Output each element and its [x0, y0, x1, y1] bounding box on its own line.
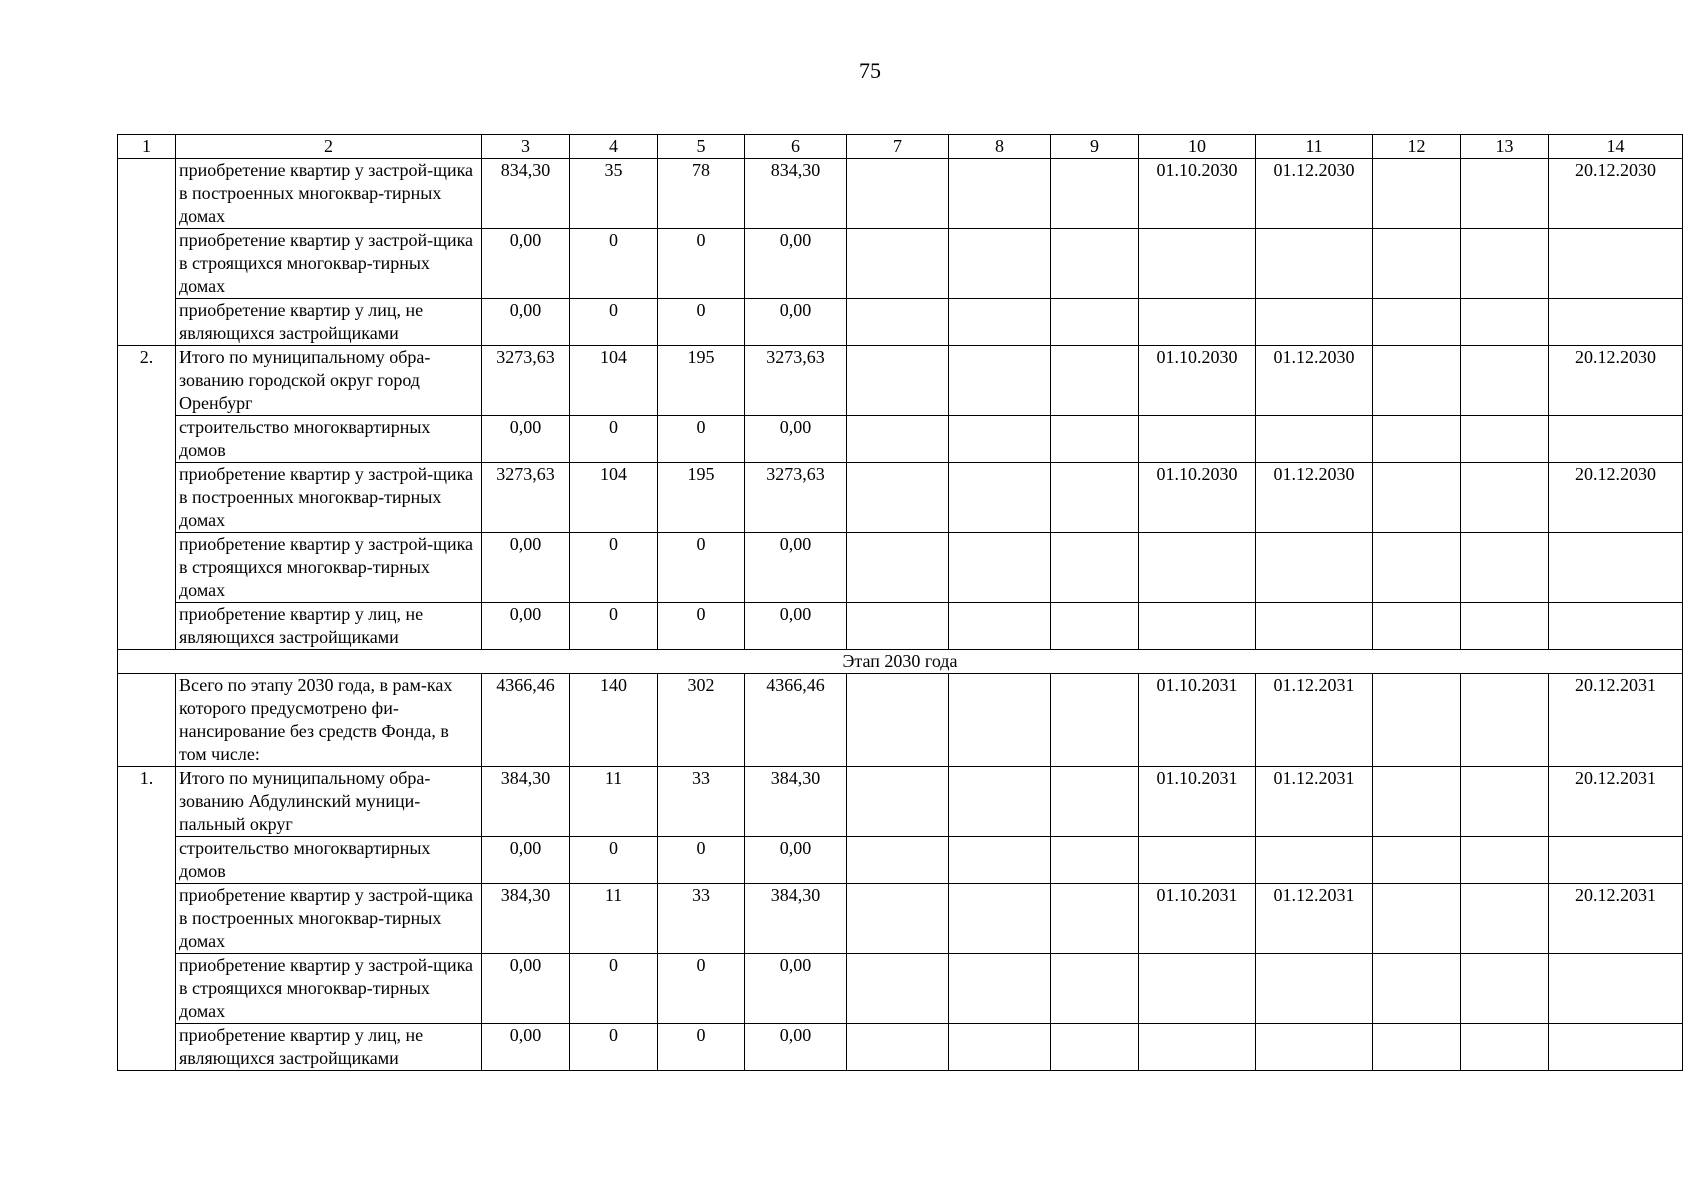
row-description-cell: приобретение квартир у застрой-щика в построенных многоквар-тирных домах [176, 884, 482, 954]
value-cell: 0,00 [745, 1024, 847, 1071]
value-cell: 0 [658, 533, 745, 603]
value-cell: 834,30 [745, 159, 847, 229]
page-number: 75 [859, 58, 881, 83]
value-cell: 195 [658, 463, 745, 533]
value-cell: 0,00 [482, 416, 570, 463]
value-cell [1139, 954, 1256, 1024]
value-cell: 0,00 [745, 954, 847, 1024]
value-cell: 0,00 [745, 603, 847, 650]
empty-cell [1373, 463, 1461, 533]
value-cell: 01.12.2030 [1256, 346, 1373, 416]
empty-cell [1461, 416, 1549, 463]
header-cell: 5 [658, 135, 745, 159]
value-cell: 302 [658, 674, 745, 767]
table-row [118, 837, 1683, 884]
empty-cell [949, 346, 1051, 416]
row-description-cell: Итого по муниципальному обра-зованию Абдулинский муници-пальный округ [176, 767, 482, 837]
value-cell: 01.10.2030 [1139, 159, 1256, 229]
value-cell [1139, 533, 1256, 603]
value-cell: 0 [570, 954, 658, 1024]
empty-cell [1051, 1024, 1139, 1071]
value-cell [1549, 416, 1683, 463]
value-cell [1256, 299, 1373, 346]
value-cell: 0,00 [482, 229, 570, 299]
empty-cell [1051, 533, 1139, 603]
table-row [118, 299, 1683, 346]
empty-cell [1373, 674, 1461, 767]
empty-cell [1051, 603, 1139, 650]
value-cell: 0 [658, 603, 745, 650]
value-cell: 0,00 [482, 1024, 570, 1071]
value-cell: 384,30 [482, 884, 570, 954]
empty-cell [1461, 837, 1549, 884]
table-row [118, 603, 1683, 650]
empty-cell [1373, 229, 1461, 299]
value-cell: 35 [570, 159, 658, 229]
table-row [118, 674, 1683, 767]
row-description-cell: приобретение квартир у лиц, не являющихся застройщиками [176, 1024, 482, 1071]
row-description-cell: приобретение квартир у лиц, не являющихся застройщиками [176, 603, 482, 650]
value-cell: 01.12.2031 [1256, 767, 1373, 837]
row-description-cell: приобретение квартир у застрой-щика в строящихся многоквар-тирных домах [176, 229, 482, 299]
empty-cell [1051, 416, 1139, 463]
value-cell: 384,30 [745, 884, 847, 954]
value-cell: 01.12.2030 [1256, 463, 1373, 533]
value-cell: 3273,63 [482, 346, 570, 416]
empty-cell [1051, 159, 1139, 229]
value-cell: 01.10.2030 [1139, 463, 1256, 533]
row-description-cell: приобретение квартир у застрой-щика в построенных многоквар-тирных домах [176, 463, 482, 533]
value-cell: 3273,63 [745, 463, 847, 533]
empty-cell [847, 229, 949, 299]
value-cell: 0,00 [745, 837, 847, 884]
value-cell: 11 [570, 884, 658, 954]
value-cell: 0,00 [745, 229, 847, 299]
empty-cell [1373, 884, 1461, 954]
table-row [118, 954, 1683, 1024]
row-description-cell: приобретение квартир у застрой-щика в строящихся многоквар-тирных домах [176, 533, 482, 603]
stage-title: Этап 2030 года [118, 650, 1683, 674]
empty-cell [1373, 159, 1461, 229]
empty-cell [847, 346, 949, 416]
value-cell: 0 [570, 603, 658, 650]
empty-cell [847, 603, 949, 650]
value-cell: 0 [658, 416, 745, 463]
value-cell [1549, 299, 1683, 346]
empty-cell [847, 159, 949, 229]
value-cell: 3273,63 [482, 463, 570, 533]
value-cell: 0 [658, 1024, 745, 1071]
value-cell [1256, 533, 1373, 603]
row-description-cell: приобретение квартир у лиц, не являющихся застройщиками [176, 299, 482, 346]
value-cell [1256, 603, 1373, 650]
value-cell: 01.10.2031 [1139, 767, 1256, 837]
value-cell [1139, 603, 1256, 650]
value-cell: 140 [570, 674, 658, 767]
empty-cell [1461, 1024, 1549, 1071]
value-cell: 20.12.2030 [1549, 346, 1683, 416]
row-description-cell: Всего по этапу 2030 года, в рам-ках которого предусмотрено фи-нансирование без средств Фонда, в том числе: [176, 674, 482, 767]
row-description-cell: строительство многоквартирных домов [176, 837, 482, 884]
header-cell: 11 [1256, 135, 1373, 159]
empty-cell [1051, 229, 1139, 299]
empty-cell [1051, 346, 1139, 416]
empty-cell [1461, 884, 1549, 954]
value-cell: 0 [658, 299, 745, 346]
empty-cell [949, 533, 1051, 603]
value-cell: 20.12.2030 [1549, 159, 1683, 229]
table-row [118, 767, 1683, 837]
value-cell: 33 [658, 884, 745, 954]
header-cell: 4 [570, 135, 658, 159]
value-cell: 33 [658, 767, 745, 837]
empty-cell [949, 767, 1051, 837]
empty-cell [847, 533, 949, 603]
header-cell: 1 [118, 135, 176, 159]
header-cell: 2 [176, 135, 482, 159]
value-cell [1139, 1024, 1256, 1071]
header-cell: 14 [1549, 135, 1683, 159]
value-cell: 0 [570, 1024, 658, 1071]
stage-row [118, 650, 1683, 674]
value-cell: 0 [570, 299, 658, 346]
table-row [118, 1024, 1683, 1071]
value-cell [1549, 229, 1683, 299]
table-row [118, 346, 1683, 416]
header-cell: 6 [745, 135, 847, 159]
empty-cell [949, 954, 1051, 1024]
value-cell: 0,00 [745, 299, 847, 346]
empty-cell [1461, 463, 1549, 533]
value-cell [1549, 837, 1683, 884]
empty-cell [1461, 674, 1549, 767]
value-cell: 104 [570, 463, 658, 533]
empty-cell [1373, 603, 1461, 650]
value-cell [1256, 954, 1373, 1024]
empty-cell [1461, 767, 1549, 837]
value-cell [1139, 299, 1256, 346]
value-cell: 0 [658, 837, 745, 884]
value-cell: 4366,46 [482, 674, 570, 767]
empty-cell [1373, 837, 1461, 884]
header-cell: 10 [1139, 135, 1256, 159]
value-cell: 0,00 [482, 603, 570, 650]
empty-cell [1373, 416, 1461, 463]
table-row [118, 416, 1683, 463]
value-cell: 4366,46 [745, 674, 847, 767]
header-cell: 9 [1051, 135, 1139, 159]
header-cell: 13 [1461, 135, 1549, 159]
empty-cell [1051, 767, 1139, 837]
empty-cell [1461, 299, 1549, 346]
value-cell [1549, 954, 1683, 1024]
value-cell [1256, 416, 1373, 463]
table-row [118, 229, 1683, 299]
empty-cell [1461, 346, 1549, 416]
empty-cell [1051, 299, 1139, 346]
value-cell: 01.10.2031 [1139, 674, 1256, 767]
empty-cell [1373, 346, 1461, 416]
row-number-cell: 2. [118, 346, 176, 650]
empty-cell [847, 299, 949, 346]
value-cell [1139, 229, 1256, 299]
empty-cell [949, 463, 1051, 533]
empty-cell [1051, 674, 1139, 767]
empty-cell [949, 229, 1051, 299]
table-row [118, 463, 1683, 533]
empty-cell [949, 416, 1051, 463]
header-cell: 12 [1373, 135, 1461, 159]
column-number-header [118, 135, 1683, 159]
value-cell: 01.10.2031 [1139, 884, 1256, 954]
value-cell: 78 [658, 159, 745, 229]
value-cell: 0,00 [745, 533, 847, 603]
value-cell: 3273,63 [745, 346, 847, 416]
empty-cell [1461, 954, 1549, 1024]
empty-cell [949, 1024, 1051, 1071]
empty-cell [847, 463, 949, 533]
empty-cell [949, 159, 1051, 229]
value-cell [1256, 837, 1373, 884]
value-cell: 0 [570, 416, 658, 463]
table-row [118, 884, 1683, 954]
row-description-cell: приобретение квартир у застрой-щика в построенных многоквар-тирных домах [176, 159, 482, 229]
value-cell: 20.12.2031 [1549, 884, 1683, 954]
header-cell: 3 [482, 135, 570, 159]
empty-cell [949, 674, 1051, 767]
value-cell: 0 [570, 837, 658, 884]
value-cell: 01.12.2031 [1256, 674, 1373, 767]
value-cell: 0 [570, 229, 658, 299]
empty-cell [949, 884, 1051, 954]
value-cell: 0 [658, 229, 745, 299]
row-description-cell: приобретение квартир у застрой-щика в строящихся многоквар-тирных домах [176, 954, 482, 1024]
empty-cell [847, 1024, 949, 1071]
table-row [118, 159, 1683, 229]
value-cell: 01.12.2030 [1256, 159, 1373, 229]
empty-cell [1373, 1024, 1461, 1071]
empty-cell [1373, 533, 1461, 603]
empty-cell [1051, 463, 1139, 533]
value-cell: 11 [570, 767, 658, 837]
row-description-cell: Итого по муниципальному обра-зованию городской округ город Оренбург [176, 346, 482, 416]
empty-cell [847, 674, 949, 767]
empty-cell [1051, 954, 1139, 1024]
empty-cell [1461, 159, 1549, 229]
value-cell: 834,30 [482, 159, 570, 229]
value-cell: 20.12.2030 [1549, 463, 1683, 533]
value-cell: 0 [570, 533, 658, 603]
empty-cell [949, 299, 1051, 346]
empty-cell [1051, 884, 1139, 954]
value-cell [1139, 837, 1256, 884]
value-cell: 384,30 [745, 767, 847, 837]
value-cell: 0 [658, 954, 745, 1024]
empty-cell [1461, 533, 1549, 603]
value-cell: 20.12.2031 [1549, 767, 1683, 837]
value-cell [1139, 416, 1256, 463]
empty-cell [847, 884, 949, 954]
value-cell [1256, 229, 1373, 299]
row-number-cell [118, 674, 176, 767]
empty-cell [1051, 837, 1139, 884]
value-cell: 0,00 [482, 954, 570, 1024]
empty-cell [1461, 229, 1549, 299]
value-cell: 0,00 [482, 299, 570, 346]
value-cell [1549, 533, 1683, 603]
empty-cell [1373, 299, 1461, 346]
empty-cell [847, 767, 949, 837]
empty-cell [1461, 603, 1549, 650]
value-cell [1549, 1024, 1683, 1071]
value-cell: 104 [570, 346, 658, 416]
value-cell: 384,30 [482, 767, 570, 837]
value-cell: 20.12.2031 [1549, 674, 1683, 767]
row-number-cell: 1. [118, 767, 176, 1071]
empty-cell [847, 954, 949, 1024]
value-cell [1549, 603, 1683, 650]
value-cell: 01.12.2031 [1256, 884, 1373, 954]
row-number-cell [118, 159, 176, 346]
empty-cell [949, 837, 1051, 884]
header-cell: 8 [949, 135, 1051, 159]
empty-cell [1373, 767, 1461, 837]
empty-cell [847, 837, 949, 884]
empty-cell [949, 603, 1051, 650]
value-cell: 0,00 [482, 533, 570, 603]
table-row [118, 533, 1683, 603]
value-cell: 01.10.2030 [1139, 346, 1256, 416]
empty-cell [847, 416, 949, 463]
value-cell: 195 [658, 346, 745, 416]
header-cell: 7 [847, 135, 949, 159]
value-cell [1256, 1024, 1373, 1071]
value-cell: 0,00 [745, 416, 847, 463]
row-description-cell: строительство многоквартирных домов [176, 416, 482, 463]
value-cell: 0,00 [482, 837, 570, 884]
housing-program-table [117, 134, 1683, 1071]
empty-cell [1373, 954, 1461, 1024]
